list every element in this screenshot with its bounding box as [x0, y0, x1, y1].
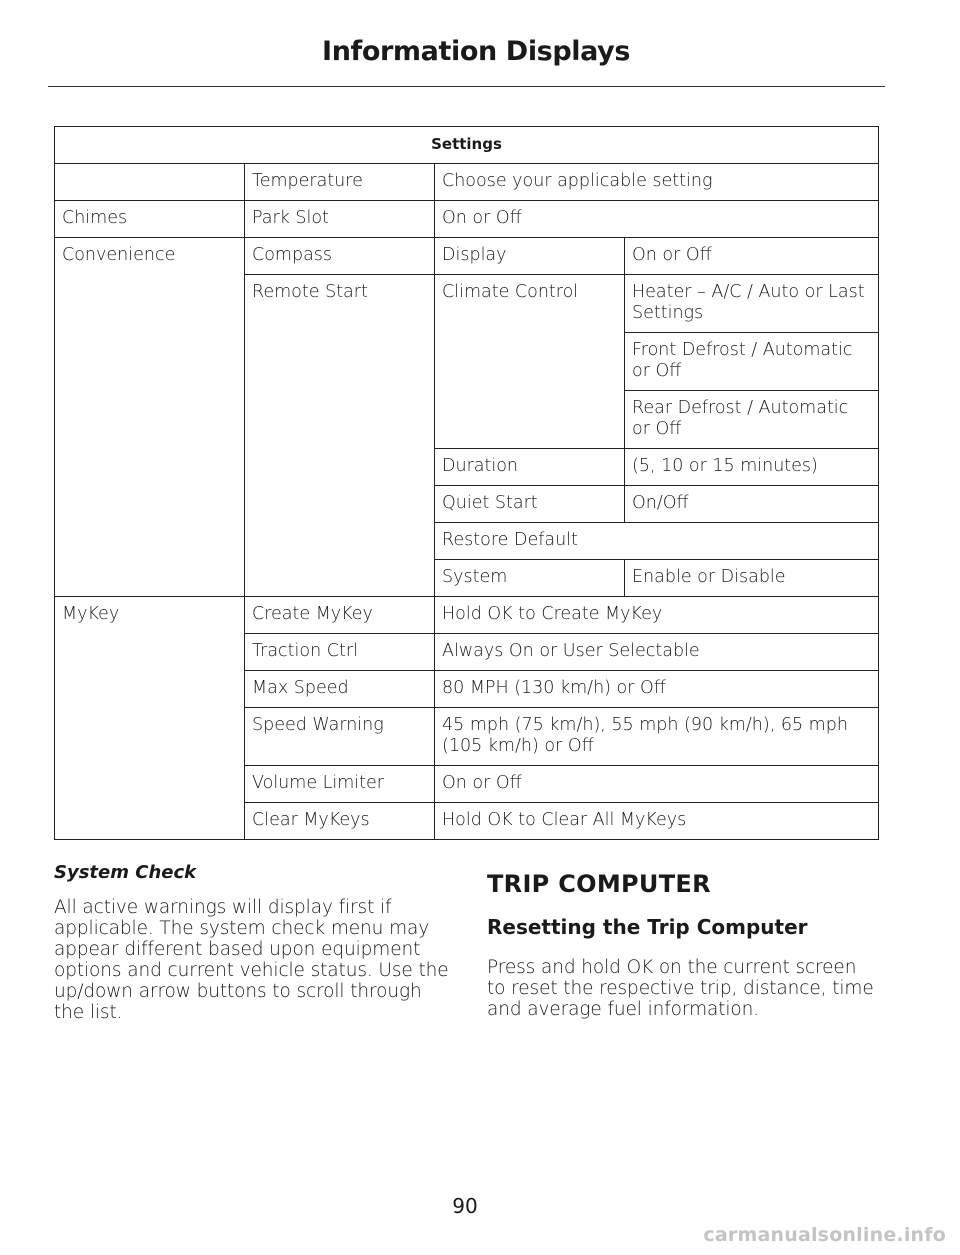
table-cell: Speed Warning — [245, 708, 435, 766]
table-cell: Choose your applicable setting — [435, 164, 879, 201]
table-cell: On/Off — [625, 486, 879, 523]
table-cell: 45 mph (75 km/h), 55 mph (90 km/h), 65 mph (105 km/h) or Off — [435, 708, 879, 766]
table-cell: Remote Start — [245, 275, 435, 597]
table-cell: MyKey — [55, 597, 245, 840]
reset-trip-subheading: Resetting the Trip Computer — [487, 915, 808, 939]
table-cell: Heater – A/C / Auto or Last Settings — [625, 275, 879, 333]
table-cell: Compass — [245, 238, 435, 275]
table-cell: Quiet Start — [435, 486, 625, 523]
table-cell: Volume Limiter — [245, 766, 435, 803]
table-cell: Clear MyKeys — [245, 803, 435, 840]
table-cell: (5, 10 or 15 minutes) — [625, 449, 879, 486]
right-column — [487, 862, 877, 1020]
table-cell: Rear Defrost / Automatic or Off — [625, 391, 879, 449]
settings-table — [54, 126, 879, 840]
table-cell: Climate Control — [435, 275, 625, 449]
table-cell: Display — [435, 238, 625, 275]
table-header-row — [55, 127, 879, 164]
table-cell: Enable or Disable — [625, 560, 879, 597]
site-watermark: carmanualsonline.info — [703, 1224, 946, 1246]
system-check-heading: System Check — [54, 862, 197, 883]
table-cell: Restore Default — [435, 523, 879, 560]
table-row — [55, 597, 879, 634]
table-cell: On or Off — [625, 238, 879, 275]
table-row — [55, 164, 879, 201]
table-row — [55, 238, 879, 275]
page-header-title: Information Displays — [322, 36, 630, 67]
table-cell: 80 MPH (130 km/h) or Off — [435, 671, 879, 708]
table-cell: Traction Ctrl — [245, 634, 435, 671]
table-cell: Park Slot — [245, 201, 435, 238]
table-row — [55, 201, 879, 238]
table-heading: Settings — [55, 127, 879, 164]
page-number: 90 — [452, 1194, 478, 1218]
left-column — [54, 862, 449, 1023]
header-divider — [48, 86, 885, 87]
table-cell: Hold OK to Create MyKey — [435, 597, 879, 634]
system-check-paragraph: All active warnings will display first if applicable. The system check menu may appear different based upon equipment options and current vehicle status. Use the up/down arrow buttons to scroll through the list. — [54, 897, 449, 1023]
table-cell: Convenience — [55, 238, 245, 597]
table-cell: On or Off — [435, 766, 879, 803]
reset-trip-paragraph: Press and hold OK on the current screen to reset the respective trip, distance, time and average fuel information. — [487, 957, 874, 1020]
table-cell: System — [435, 560, 625, 597]
table-cell: On or Off — [435, 201, 879, 238]
table-cell: Create MyKey — [245, 597, 435, 634]
table-cell — [55, 164, 245, 201]
table-cell: Duration — [435, 449, 625, 486]
table-cell: Always On or User Selectable — [435, 634, 879, 671]
table-cell: Front Defrost / Automatic or Off — [625, 333, 879, 391]
trip-computer-heading: TRIP COMPUTER — [487, 870, 711, 898]
table-cell: Max Speed — [245, 671, 435, 708]
table-cell: Chimes — [55, 201, 245, 238]
table-cell: Hold OK to Clear All MyKeys — [435, 803, 879, 840]
table-cell: Temperature — [245, 164, 435, 201]
